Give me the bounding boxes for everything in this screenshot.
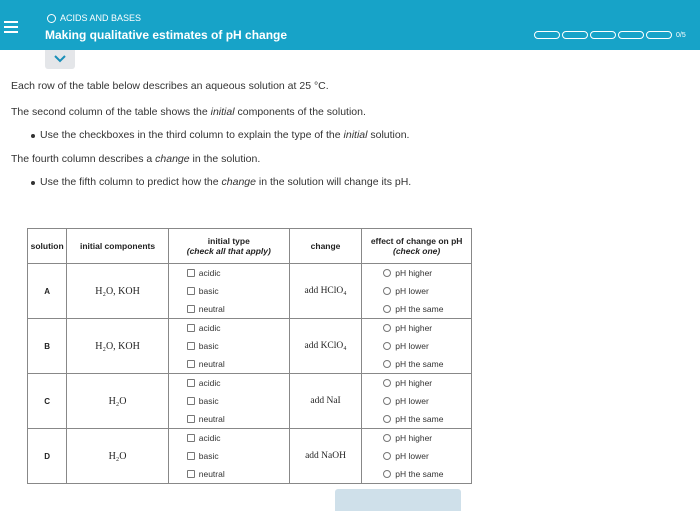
radio-button[interactable] [383, 470, 391, 478]
page-title: Making qualitative estimates of pH change [45, 28, 288, 42]
type-checkbox-option[interactable] [187, 355, 289, 373]
instruction-line: The second column of the table shows the initial components of the solution. [11, 106, 366, 118]
change-description: add KClO₄ [289, 319, 361, 374]
type-checkbox-option[interactable] [187, 447, 289, 465]
radio-label: pH lower [395, 451, 429, 461]
effect-radio-option[interactable] [383, 447, 471, 465]
checkbox[interactable] [187, 470, 195, 478]
checkbox[interactable] [187, 434, 195, 442]
topic-text: ACIDS AND BASES [60, 13, 142, 23]
type-checkbox-option[interactable] [187, 282, 289, 300]
checkbox[interactable] [187, 287, 195, 295]
checkbox-label: acidic [198, 268, 221, 278]
radio-label: pH higher [395, 433, 433, 443]
instruction-line: Use the fifth column to predict how the change in the solution will change its pH. [40, 176, 412, 188]
topic-circle-icon [47, 14, 56, 23]
solution-label: C [28, 374, 67, 429]
effect-radio-option[interactable] [383, 319, 471, 337]
radio-button[interactable] [383, 452, 391, 460]
topic-label [47, 13, 141, 23]
radio-button[interactable] [383, 287, 391, 295]
effect-radio-option[interactable] [383, 282, 471, 300]
header-components: initial components [67, 229, 168, 264]
check-button[interactable] [335, 489, 461, 511]
table-row [28, 374, 472, 429]
header-effect: effect of change on pH (check one) [362, 229, 472, 264]
effect-radio-option[interactable] [383, 264, 471, 282]
checkbox-label: acidic [198, 323, 221, 333]
checkbox-label: basic [198, 451, 219, 461]
radio-label: pH the same [395, 414, 444, 424]
collapse-button[interactable] [45, 50, 75, 69]
answer-table [27, 228, 472, 488]
radio-label: pH higher [395, 323, 433, 333]
bullet [31, 181, 35, 185]
change-description: add NaI [289, 374, 361, 429]
chevron-down-icon [54, 55, 66, 63]
radio-label: pH lower [395, 341, 429, 351]
effect-cell [362, 429, 472, 484]
checkbox-label: neutral [198, 469, 225, 479]
initial-components: H₂O, KOH [67, 264, 168, 319]
effect-cell [362, 319, 472, 374]
effect-radio-option[interactable] [383, 374, 471, 392]
type-checkbox-option[interactable] [187, 429, 289, 447]
change-description: add HClO₄ [289, 264, 361, 319]
progress-segment [646, 31, 672, 39]
effect-cell [362, 374, 472, 429]
change-description: add NaOH [289, 429, 361, 484]
initial-components: H₂O [67, 429, 168, 484]
type-checkbox-option[interactable] [187, 392, 289, 410]
radio-label: pH lower [395, 286, 429, 296]
initial-type-cell [168, 429, 289, 484]
effect-radio-option[interactable] [383, 355, 471, 373]
radio-label: pH lower [395, 396, 429, 406]
checkbox-label: acidic [198, 433, 221, 443]
table-row [28, 264, 472, 319]
type-checkbox-option[interactable] [187, 410, 289, 428]
progress-segment [590, 31, 616, 39]
radio-button[interactable] [383, 397, 391, 405]
checkbox-label: acidic [198, 378, 221, 388]
table-row [28, 429, 472, 484]
top-bar [0, 0, 700, 50]
header-solution: solution [28, 229, 67, 264]
checkbox-label: basic [198, 396, 219, 406]
radio-button[interactable] [383, 379, 391, 387]
initial-type-cell [168, 319, 289, 374]
radio-button[interactable] [383, 360, 391, 368]
type-checkbox-option[interactable] [187, 337, 289, 355]
type-checkbox-option[interactable] [187, 374, 289, 392]
checkbox[interactable] [187, 415, 195, 423]
type-checkbox-option[interactable] [187, 319, 289, 337]
instruction-line: Each row of the table below describes an aqueous solution at 25 °C. [11, 80, 329, 92]
radio-label: pH the same [395, 359, 444, 369]
effect-radio-option[interactable] [383, 337, 471, 355]
progress-label: 0/5 [676, 31, 686, 39]
radio-button[interactable] [383, 324, 391, 332]
radio-button[interactable] [383, 269, 391, 277]
type-checkbox-option[interactable] [187, 264, 289, 282]
checkbox-label: basic [198, 341, 219, 351]
initial-components: H₂O [67, 374, 168, 429]
solution-label: B [28, 319, 67, 374]
checkbox[interactable] [187, 269, 195, 277]
instruction-line: Use the checkboxes in the third column to explain the type of the initial solution. [40, 129, 410, 141]
radio-button[interactable] [383, 305, 391, 313]
menu-icon[interactable] [4, 21, 18, 33]
table-row [28, 319, 472, 374]
initial-type-cell [168, 264, 289, 319]
checkbox[interactable] [187, 342, 195, 350]
progress-segment [534, 31, 560, 39]
radio-label: pH the same [395, 304, 444, 314]
effect-radio-option[interactable] [383, 392, 471, 410]
effect-radio-option[interactable] [383, 410, 471, 428]
type-checkbox-option[interactable] [187, 300, 289, 318]
radio-label: pH higher [395, 378, 433, 388]
progress-segment [562, 31, 588, 39]
radio-button[interactable] [383, 434, 391, 442]
solution-label: D [28, 429, 67, 484]
progress-indicator [534, 31, 686, 39]
initial-components: H₂O, KOH [67, 319, 168, 374]
checkbox-label: neutral [198, 304, 225, 314]
checkbox[interactable] [187, 324, 195, 332]
checkbox-label: neutral [198, 359, 225, 369]
effect-radio-option[interactable] [383, 429, 471, 447]
checkbox[interactable] [187, 360, 195, 368]
checkbox[interactable] [187, 379, 195, 387]
type-checkbox-option[interactable] [187, 465, 289, 483]
checkbox[interactable] [187, 452, 195, 460]
checkbox-label: neutral [198, 414, 225, 424]
radio-label: pH higher [395, 268, 433, 278]
initial-type-cell [168, 374, 289, 429]
checkbox-label: basic [198, 286, 219, 296]
checkbox[interactable] [187, 397, 195, 405]
header-change: change [289, 229, 361, 264]
header-initial-type: initial type (check all that apply) [168, 229, 289, 264]
radio-button[interactable] [383, 415, 391, 423]
bullet [31, 134, 35, 138]
solution-label: A [28, 264, 67, 319]
checkbox[interactable] [187, 305, 195, 313]
radio-label: pH the same [395, 469, 444, 479]
radio-button[interactable] [383, 342, 391, 350]
instruction-line: The fourth column describes a change in the solution. [11, 153, 261, 165]
effect-radio-option[interactable] [383, 300, 471, 318]
progress-segment [618, 31, 644, 39]
effect-cell [362, 264, 472, 319]
effect-radio-option[interactable] [383, 465, 471, 483]
